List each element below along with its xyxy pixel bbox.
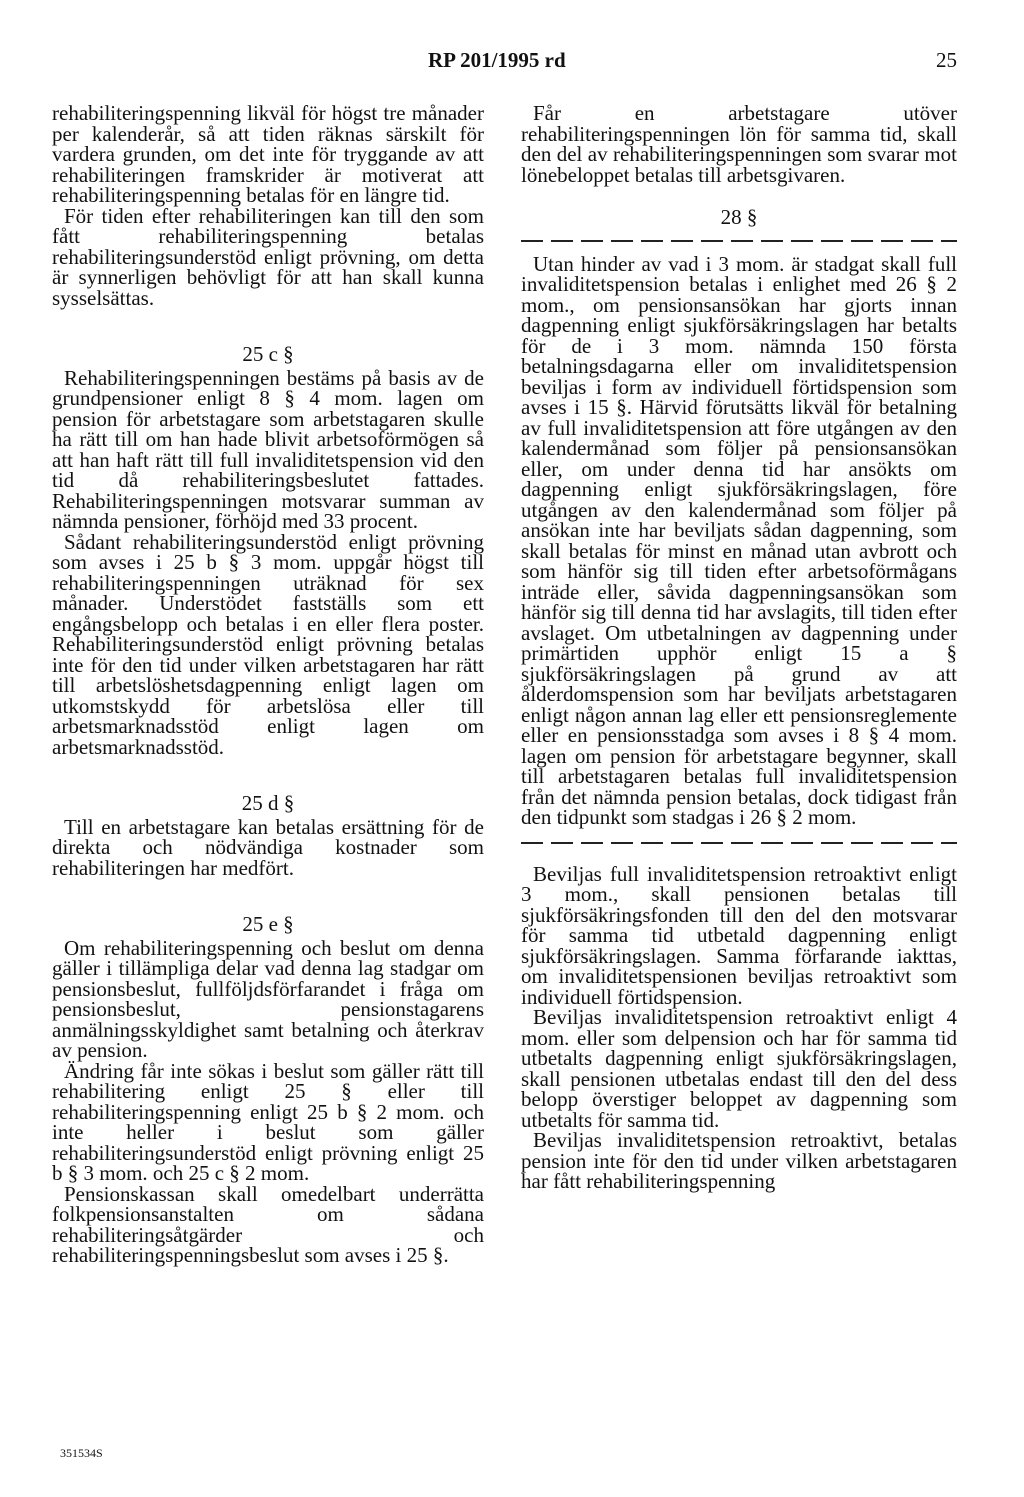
paragraph: Utan hinder av vad i 3 mom. är stadgat skall full invaliditetspension betalas i enlighet med 26 § 2 mom., om pensionsansökan har gjorts innan dagpenning enligt sjukförsäkringslagen har betalts för de i 3 mom. nämnda 150 första betalningsdagarna eller om invaliditetspension beviljas i form av individuell förtidspension som avses i 15 §. Härvid förutsätts likväl för betalning av full invaliditetspension att före utgången av den kalendermånad som följer på pensionsansökan eller, om under denna tid har ansökts om dagpenning enligt sjukförsäkringslagen, före utgången av den kalendermånad som följer på ansökan inte har beviljats sådan dagpenning, som skall betalas för minst en månad utan avbrott och som hänför sig till tiden efter arbetsoförmågans inträde eller, såvida dagpenningsansökan som hänför sig till denna tid har avslagits, till tiden efter avslaget. Om utbetalningen av dagpenning under primärtiden upphör enligt 15 a § sjukförsäkringslagen på grund av att ålderdomspension som har beviljats arbetstagaren enligt någon annan lag eller ett pensionsreglemente eller en pensionsstadga som avses i 8 § 4 mom. lagen om pension för arbetstagare begynner, skall till arbetstagaren betalas full invaliditetspension från det nämnda pension betalas, dock tidigast från den tidpunkt som stadgas i 26 § 2 mom.	[521, 251, 957, 829]
section-heading-25e: 25 e §	[242, 912, 294, 936]
omission-dashes	[521, 836, 957, 850]
paragraph: Beviljas full invaliditetspension retroaktivt enligt 3 mom., skall pensionen betalas till sjukförsäkringsfonden till den del den motsvarar för samma tid utbetald dagpenning enligt sjukförsäkringslagen. Samma förfarande iakttas, om invaliditetspensionen beviljas retroaktivt som individuell förtidspension.	[521, 861, 957, 1009]
paragraph: rehabiliteringspenning likväl för högst tre månader per kalenderår, så att tiden räknas särskilt för vardera grunden, om det inte för tryggande av att rehabiliteringen framskrider är motiverat att rehabiliteringspenning betalas för en längre tid.	[52, 101, 484, 207]
paragraph: Om rehabiliteringspenning och beslut om denna gäller i tillämpliga delar vad denna lag stadgar om pensionsbeslut, fullföljdsförfarandet i fråga om pensionsbeslut, pensionstagarens anmälningsskyldighet samt betalning och återkrav av pension.	[52, 935, 484, 1062]
paragraph: Rehabiliteringspenningen bestäms på basis av de grundpensioner enligt 8 § 4 mom. lagen om pension för arbetstagare som arbetstagaren skulle ha rätt till om han hade blivit arbetsoförmögen så att han haft rätt till full invaliditetspension vid den tid då rehabiliteringsbeslutet fattades. Rehabiliteringspenningen motsvarar summan av nämnda pensioner, förhöjd med 33 procent.	[52, 365, 484, 533]
left-column	[52, 103, 484, 1266]
paragraph: Beviljas invaliditetspension retroaktivt, betalas pension inte för den tid under vilken arbetstagaren har fått rehabiliteringspenning	[521, 1128, 957, 1193]
page-number: 25	[936, 48, 957, 72]
document-title: RP 201/1995 rd	[428, 48, 566, 72]
paragraph: Sådant rehabiliteringsunderstöd enligt prövning som avses i 25 b § 3 mom. uppgår högst till rehabiliteringspenningen uträknad för sex månader. Understödet fastställs som ett engångsbelopp och betalas i en eller flera poster. Rehabiliteringsunderstöd enligt prövning betalas inte för den tid under vilken arbetstagaren har rätt till arbetslöshetsdagpenning enligt lagen om utkomstskydd för arbetslösa eller till arbetsmarknadsstöd enligt lagen om arbetsmarknadsstöd.	[52, 529, 484, 759]
paragraph: Till en arbetstagare kan betalas ersättning för de direkta och nödvändiga kostnader som rehabiliteringen har medfört.	[52, 814, 484, 880]
page-header	[0, 48, 1024, 84]
paragraph: Pensionskassan skall omedelbart underrätta folkpensionsanstalten om sådana rehabiliteringsåtgärder och rehabiliteringspenningsbeslut som avses i 25 §.	[52, 1181, 484, 1267]
right-column	[521, 103, 957, 1192]
paragraph: Ändring får inte sökas i beslut som gäller rätt till rehabilitering enligt 25 § eller till rehabiliteringspenning enligt 25 b § 2 mom. och inte heller i beslut som gäller rehabiliteringsunderstöd enligt prövning enligt 25 b § 3 mom. och 25 c § 2 mom.	[52, 1058, 484, 1185]
paragraph: För tiden efter rehabiliteringen kan till den som fått rehabiliteringspenning betalas rehabiliteringsunderstöd enligt prövning, om detta är synnerligen behövligt för att han skall kunna sysselsättas.	[52, 203, 484, 310]
section-heading-25d: 25 d §	[241, 791, 295, 815]
print-code: 351534S	[60, 1446, 103, 1460]
section-heading-25c: 25 c §	[242, 342, 294, 366]
paragraph: Får en arbetstagare utöver rehabiliteringspenningen lön för samma tid, skall den del av rehabiliteringspenningen som svarar mot lönebeloppet betalas till arbetsgivaren.	[521, 101, 957, 187]
paragraph: Beviljas invaliditetspension retroaktivt enligt 4 mom. eller som delpension och har för samma tid utbetalts dagpenning enligt sjukförsäkringslagen, skall pensionen utbetalas endast till den del dess belopp överstiger beloppet av dagpenning som utbetalts för samma tid.	[521, 1005, 957, 1132]
section-heading-28: 28 §	[720, 205, 758, 229]
omission-dashes	[521, 234, 957, 248]
